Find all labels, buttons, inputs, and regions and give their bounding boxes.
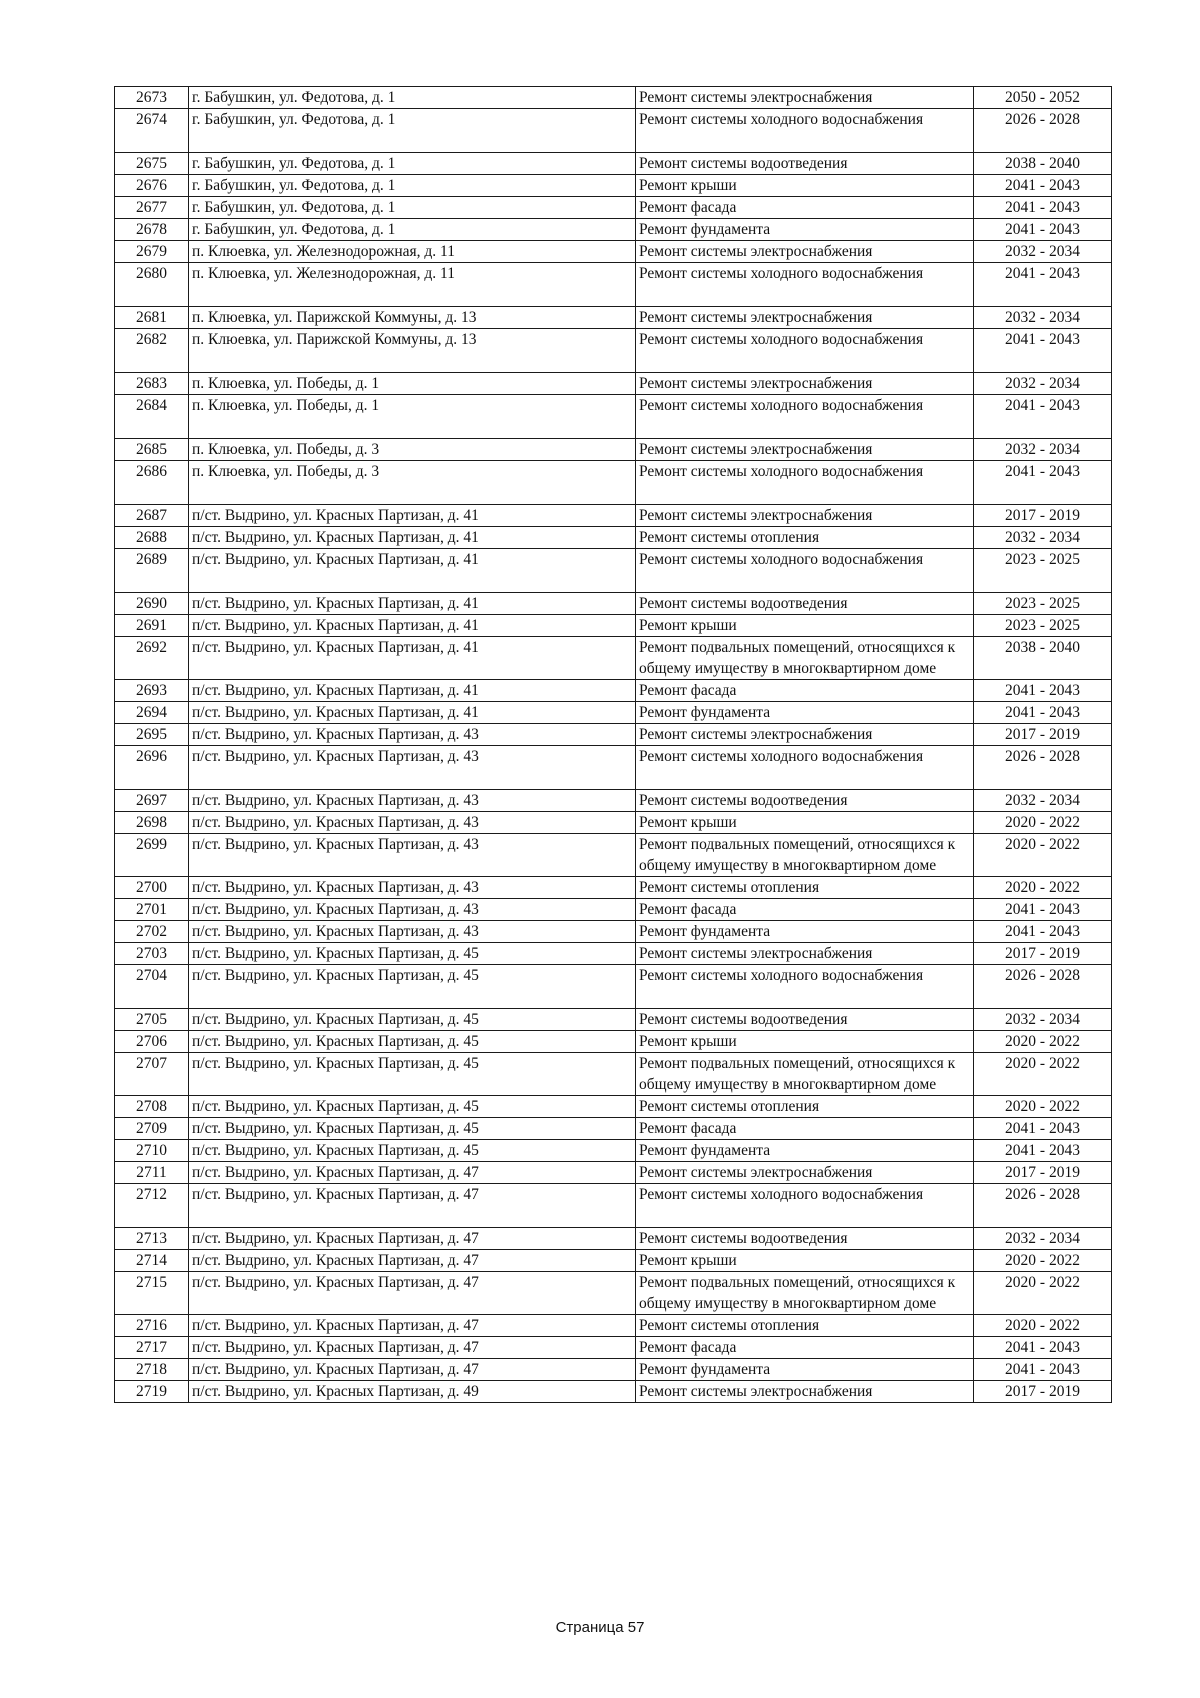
- address-cell: п/ст. Выдрино, ул. Красных Партизан, д. 47: [189, 1337, 636, 1359]
- row-number-cell: 2704: [115, 965, 189, 1009]
- address-cell: п/ст. Выдрино, ул. Красных Партизан, д. 41: [189, 549, 636, 593]
- work-type-cell: Ремонт системы холодного водоснабжения: [636, 461, 974, 505]
- row-number-cell: 2680: [115, 263, 189, 307]
- period-cell: 2032 - 2034: [974, 527, 1112, 549]
- row-number-cell: 2699: [115, 834, 189, 877]
- table-row: [115, 373, 1112, 395]
- address-cell: п/ст. Выдрино, ул. Красных Партизан, д. 41: [189, 593, 636, 615]
- period-cell: 2026 - 2028: [974, 1184, 1112, 1228]
- address-cell: п/ст. Выдрино, ул. Красных Партизан, д. 45: [189, 1140, 636, 1162]
- table-row: [115, 1337, 1112, 1359]
- row-number-cell: 2678: [115, 219, 189, 241]
- work-type-cell: Ремонт системы отопления: [636, 527, 974, 549]
- row-number-cell: 2716: [115, 1315, 189, 1337]
- row-number-cell: 2702: [115, 921, 189, 943]
- period-cell: 2017 - 2019: [974, 1381, 1112, 1403]
- table-row: [115, 1381, 1112, 1403]
- work-type-cell: Ремонт крыши: [636, 615, 974, 637]
- table-row: [115, 1250, 1112, 1272]
- period-cell: 2032 - 2034: [974, 439, 1112, 461]
- period-cell: 2041 - 2043: [974, 1337, 1112, 1359]
- work-type-cell: Ремонт подвальных помещений, относящихся к общему имуществу в многоквартирном доме: [636, 834, 974, 877]
- address-cell: п/ст. Выдрино, ул. Красных Партизан, д. 47: [189, 1184, 636, 1228]
- period-cell: 2041 - 2043: [974, 175, 1112, 197]
- work-type-cell: Ремонт системы холодного водоснабжения: [636, 1184, 974, 1228]
- table-row: [115, 790, 1112, 812]
- period-cell: 2041 - 2043: [974, 197, 1112, 219]
- work-type-cell: Ремонт системы водоотведения: [636, 790, 974, 812]
- row-number-cell: 2697: [115, 790, 189, 812]
- table-row: [115, 549, 1112, 593]
- work-type-cell: Ремонт системы холодного водоснабжения: [636, 263, 974, 307]
- row-number-cell: 2682: [115, 329, 189, 373]
- row-number-cell: 2706: [115, 1031, 189, 1053]
- work-type-cell: Ремонт системы водоотведения: [636, 1009, 974, 1031]
- period-cell: 2032 - 2034: [974, 307, 1112, 329]
- row-number-cell: 2688: [115, 527, 189, 549]
- table-row: [115, 1096, 1112, 1118]
- row-number-cell: 2707: [115, 1053, 189, 1096]
- address-cell: п/ст. Выдрино, ул. Красных Партизан, д. 47: [189, 1250, 636, 1272]
- page-footer: [0, 1619, 1200, 1636]
- work-type-cell: Ремонт фундамента: [636, 1140, 974, 1162]
- address-cell: п/ст. Выдрино, ул. Красных Партизан, д. 45: [189, 1096, 636, 1118]
- row-number-cell: 2692: [115, 637, 189, 680]
- period-cell: 2023 - 2025: [974, 549, 1112, 593]
- address-cell: п/ст. Выдрино, ул. Красных Партизан, д. 43: [189, 877, 636, 899]
- row-number-cell: 2694: [115, 702, 189, 724]
- address-cell: п. Клюевка, ул. Парижской Коммуны, д. 13: [189, 307, 636, 329]
- table-row: [115, 1031, 1112, 1053]
- period-cell: 2020 - 2022: [974, 1031, 1112, 1053]
- row-number-cell: 2715: [115, 1272, 189, 1315]
- work-type-cell: Ремонт системы водоотведения: [636, 153, 974, 175]
- address-cell: п/ст. Выдрино, ул. Красных Партизан, д. 43: [189, 812, 636, 834]
- work-type-cell: Ремонт системы электроснабжения: [636, 241, 974, 263]
- work-type-cell: Ремонт фундамента: [636, 1359, 974, 1381]
- period-cell: 2041 - 2043: [974, 921, 1112, 943]
- table-row: [115, 1140, 1112, 1162]
- table-row: [115, 1162, 1112, 1184]
- row-number-cell: 2710: [115, 1140, 189, 1162]
- work-type-cell: Ремонт фундамента: [636, 219, 974, 241]
- address-cell: п/ст. Выдрино, ул. Красных Партизан, д. 45: [189, 1031, 636, 1053]
- address-cell: п/ст. Выдрино, ул. Красных Партизан, д. 47: [189, 1162, 636, 1184]
- address-cell: п/ст. Выдрино, ул. Красных Партизан, д. 47: [189, 1228, 636, 1250]
- table-row: [115, 812, 1112, 834]
- period-cell: 2041 - 2043: [974, 395, 1112, 439]
- address-cell: п/ст. Выдрино, ул. Красных Партизан, д. 43: [189, 899, 636, 921]
- row-number-cell: 2684: [115, 395, 189, 439]
- work-type-cell: Ремонт системы отопления: [636, 877, 974, 899]
- period-cell: 2023 - 2025: [974, 615, 1112, 637]
- table-row: [115, 1184, 1112, 1228]
- table-row: [115, 921, 1112, 943]
- work-type-cell: Ремонт фасада: [636, 1337, 974, 1359]
- table-row: [115, 1118, 1112, 1140]
- table-row: [115, 965, 1112, 1009]
- work-type-cell: Ремонт системы холодного водоснабжения: [636, 329, 974, 373]
- work-type-cell: Ремонт системы холодного водоснабжения: [636, 746, 974, 790]
- row-number-cell: 2717: [115, 1337, 189, 1359]
- table-row: [115, 1272, 1112, 1315]
- row-number-cell: 2718: [115, 1359, 189, 1381]
- work-type-cell: Ремонт системы электроснабжения: [636, 1162, 974, 1184]
- address-cell: п/ст. Выдрино, ул. Красных Партизан, д. 43: [189, 790, 636, 812]
- period-cell: 2041 - 2043: [974, 1359, 1112, 1381]
- page-number-label: Страница 57: [555, 1619, 645, 1636]
- row-number-cell: 2685: [115, 439, 189, 461]
- table-row: [115, 1359, 1112, 1381]
- period-cell: 2041 - 2043: [974, 899, 1112, 921]
- work-type-cell: Ремонт крыши: [636, 175, 974, 197]
- work-type-cell: Ремонт системы электроснабжения: [636, 1381, 974, 1403]
- address-cell: п/ст. Выдрино, ул. Красных Партизан, д. 47: [189, 1315, 636, 1337]
- address-cell: п/ст. Выдрино, ул. Красных Партизан, д. 45: [189, 965, 636, 1009]
- period-cell: 2020 - 2022: [974, 834, 1112, 877]
- address-cell: п/ст. Выдрино, ул. Красных Партизан, д. 41: [189, 527, 636, 549]
- work-type-cell: Ремонт системы холодного водоснабжения: [636, 549, 974, 593]
- address-cell: г. Бабушкин, ул. Федотова, д. 1: [189, 153, 636, 175]
- period-cell: 2020 - 2022: [974, 877, 1112, 899]
- work-type-cell: Ремонт подвальных помещений, относящихся к общему имуществу в многоквартирном доме: [636, 1053, 974, 1096]
- period-cell: 2041 - 2043: [974, 461, 1112, 505]
- address-cell: п/ст. Выдрино, ул. Красных Партизан, д. 45: [189, 1118, 636, 1140]
- row-number-cell: 2674: [115, 109, 189, 153]
- address-cell: г. Бабушкин, ул. Федотова, д. 1: [189, 219, 636, 241]
- row-number-cell: 2676: [115, 175, 189, 197]
- address-cell: п/ст. Выдрино, ул. Красных Партизан, д. 47: [189, 1359, 636, 1381]
- period-cell: 2020 - 2022: [974, 1315, 1112, 1337]
- period-cell: 2041 - 2043: [974, 1140, 1112, 1162]
- period-cell: 2017 - 2019: [974, 943, 1112, 965]
- period-cell: 2032 - 2034: [974, 1009, 1112, 1031]
- work-type-cell: Ремонт системы электроснабжения: [636, 724, 974, 746]
- address-cell: п. Клюевка, ул. Парижской Коммуны, д. 13: [189, 329, 636, 373]
- address-cell: п/ст. Выдрино, ул. Красных Партизан, д. 43: [189, 921, 636, 943]
- table-row: [115, 593, 1112, 615]
- table-row: [115, 197, 1112, 219]
- row-number-cell: 2673: [115, 87, 189, 109]
- period-cell: 2041 - 2043: [974, 680, 1112, 702]
- work-type-cell: Ремонт крыши: [636, 812, 974, 834]
- row-number-cell: 2695: [115, 724, 189, 746]
- row-number-cell: 2698: [115, 812, 189, 834]
- table-row: [115, 307, 1112, 329]
- table-row: [115, 505, 1112, 527]
- address-cell: п/ст. Выдрино, ул. Красных Партизан, д. 45: [189, 943, 636, 965]
- row-number-cell: 2713: [115, 1228, 189, 1250]
- address-cell: п/ст. Выдрино, ул. Красных Партизан, д. 43: [189, 834, 636, 877]
- work-type-cell: Ремонт системы электроснабжения: [636, 87, 974, 109]
- address-cell: п. Клюевка, ул. Победы, д. 3: [189, 439, 636, 461]
- address-cell: п. Клюевка, ул. Победы, д. 3: [189, 461, 636, 505]
- work-type-cell: Ремонт крыши: [636, 1250, 974, 1272]
- address-cell: п/ст. Выдрино, ул. Красных Партизан, д. 43: [189, 746, 636, 790]
- table-row: [115, 746, 1112, 790]
- period-cell: 2020 - 2022: [974, 812, 1112, 834]
- work-type-cell: Ремонт системы отопления: [636, 1315, 974, 1337]
- work-type-cell: Ремонт фундамента: [636, 702, 974, 724]
- row-number-cell: 2687: [115, 505, 189, 527]
- table-row: [115, 395, 1112, 439]
- table-row: [115, 637, 1112, 680]
- address-cell: п. Клюевка, ул. Железнодорожная, д. 11: [189, 241, 636, 263]
- address-cell: п/ст. Выдрино, ул. Красных Партизан, д. 45: [189, 1053, 636, 1096]
- row-number-cell: 2708: [115, 1096, 189, 1118]
- address-cell: п/ст. Выдрино, ул. Красных Партизан, д. 41: [189, 702, 636, 724]
- table-row: [115, 527, 1112, 549]
- row-number-cell: 2677: [115, 197, 189, 219]
- period-cell: 2020 - 2022: [974, 1272, 1112, 1315]
- work-type-cell: Ремонт системы электроснабжения: [636, 943, 974, 965]
- period-cell: 2041 - 2043: [974, 219, 1112, 241]
- repair-schedule-table: [114, 86, 1112, 1403]
- table-row: [115, 241, 1112, 263]
- table-row: [115, 680, 1112, 702]
- period-cell: 2050 - 2052: [974, 87, 1112, 109]
- row-number-cell: 2681: [115, 307, 189, 329]
- table-row: [115, 702, 1112, 724]
- table-row: [115, 1009, 1112, 1031]
- table-row: [115, 329, 1112, 373]
- row-number-cell: 2693: [115, 680, 189, 702]
- address-cell: п/ст. Выдрино, ул. Красных Партизан, д. 41: [189, 615, 636, 637]
- work-type-cell: Ремонт системы электроснабжения: [636, 439, 974, 461]
- row-number-cell: 2683: [115, 373, 189, 395]
- work-type-cell: Ремонт фундамента: [636, 921, 974, 943]
- period-cell: 2041 - 2043: [974, 263, 1112, 307]
- row-number-cell: 2701: [115, 899, 189, 921]
- period-cell: 2038 - 2040: [974, 637, 1112, 680]
- address-cell: п. Клюевка, ул. Победы, д. 1: [189, 395, 636, 439]
- address-cell: г. Бабушкин, ул. Федотова, д. 1: [189, 197, 636, 219]
- period-cell: 2032 - 2034: [974, 790, 1112, 812]
- period-cell: 2041 - 2043: [974, 1118, 1112, 1140]
- work-type-cell: Ремонт системы электроснабжения: [636, 307, 974, 329]
- work-type-cell: Ремонт системы отопления: [636, 1096, 974, 1118]
- period-cell: 2032 - 2034: [974, 241, 1112, 263]
- period-cell: 2026 - 2028: [974, 109, 1112, 153]
- row-number-cell: 2690: [115, 593, 189, 615]
- work-type-cell: Ремонт фасада: [636, 197, 974, 219]
- row-number-cell: 2686: [115, 461, 189, 505]
- table-row: [115, 834, 1112, 877]
- table-row: [115, 219, 1112, 241]
- table-row: [115, 1053, 1112, 1096]
- row-number-cell: 2675: [115, 153, 189, 175]
- work-type-cell: Ремонт фасада: [636, 899, 974, 921]
- period-cell: 2041 - 2043: [974, 702, 1112, 724]
- row-number-cell: 2719: [115, 1381, 189, 1403]
- period-cell: 2017 - 2019: [974, 505, 1112, 527]
- address-cell: г. Бабушкин, ул. Федотова, д. 1: [189, 87, 636, 109]
- row-number-cell: 2703: [115, 943, 189, 965]
- address-cell: г. Бабушкин, ул. Федотова, д. 1: [189, 109, 636, 153]
- work-type-cell: Ремонт системы электроснабжения: [636, 505, 974, 527]
- period-cell: 2026 - 2028: [974, 746, 1112, 790]
- table-body: [115, 87, 1112, 1403]
- address-cell: г. Бабушкин, ул. Федотова, д. 1: [189, 175, 636, 197]
- address-cell: п/ст. Выдрино, ул. Красных Партизан, д. 41: [189, 505, 636, 527]
- period-cell: 2020 - 2022: [974, 1250, 1112, 1272]
- period-cell: 2026 - 2028: [974, 965, 1112, 1009]
- address-cell: п/ст. Выдрино, ул. Красных Партизан, д. 43: [189, 724, 636, 746]
- work-type-cell: Ремонт крыши: [636, 1031, 974, 1053]
- row-number-cell: 2714: [115, 1250, 189, 1272]
- address-cell: п/ст. Выдрино, ул. Красных Партизан, д. 47: [189, 1272, 636, 1315]
- row-number-cell: 2689: [115, 549, 189, 593]
- table-row: [115, 943, 1112, 965]
- address-cell: п/ст. Выдрино, ул. Красных Партизан, д. 41: [189, 637, 636, 680]
- period-cell: 2017 - 2019: [974, 724, 1112, 746]
- table-row: [115, 899, 1112, 921]
- address-cell: п/ст. Выдрино, ул. Красных Партизан, д. 41: [189, 680, 636, 702]
- work-type-cell: Ремонт системы холодного водоснабжения: [636, 965, 974, 1009]
- work-type-cell: Ремонт системы электроснабжения: [636, 373, 974, 395]
- work-type-cell: Ремонт системы холодного водоснабжения: [636, 395, 974, 439]
- period-cell: 2041 - 2043: [974, 329, 1112, 373]
- row-number-cell: 2691: [115, 615, 189, 637]
- table-row: [115, 1228, 1112, 1250]
- table-row: [115, 109, 1112, 153]
- table-row: [115, 1315, 1112, 1337]
- period-cell: 2017 - 2019: [974, 1162, 1112, 1184]
- table-row: [115, 724, 1112, 746]
- table-row: [115, 877, 1112, 899]
- table-row: [115, 461, 1112, 505]
- period-cell: 2032 - 2034: [974, 373, 1112, 395]
- address-cell: п/ст. Выдрино, ул. Красных Партизан, д. 45: [189, 1009, 636, 1031]
- table-row: [115, 175, 1112, 197]
- work-type-cell: Ремонт системы холодного водоснабжения: [636, 109, 974, 153]
- address-cell: п. Клюевка, ул. Победы, д. 1: [189, 373, 636, 395]
- period-cell: 2020 - 2022: [974, 1053, 1112, 1096]
- work-type-cell: Ремонт фасада: [636, 1118, 974, 1140]
- row-number-cell: 2712: [115, 1184, 189, 1228]
- row-number-cell: 2711: [115, 1162, 189, 1184]
- work-type-cell: Ремонт фасада: [636, 680, 974, 702]
- address-cell: п. Клюевка, ул. Железнодорожная, д. 11: [189, 263, 636, 307]
- table-row: [115, 615, 1112, 637]
- table-row: [115, 263, 1112, 307]
- work-type-cell: Ремонт подвальных помещений, относящихся к общему имуществу в многоквартирном доме: [636, 1272, 974, 1315]
- period-cell: 2038 - 2040: [974, 153, 1112, 175]
- address-cell: п/ст. Выдрино, ул. Красных Партизан, д. 49: [189, 1381, 636, 1403]
- work-type-cell: Ремонт системы водоотведения: [636, 593, 974, 615]
- row-number-cell: 2696: [115, 746, 189, 790]
- row-number-cell: 2679: [115, 241, 189, 263]
- row-number-cell: 2705: [115, 1009, 189, 1031]
- period-cell: 2020 - 2022: [974, 1096, 1112, 1118]
- row-number-cell: 2700: [115, 877, 189, 899]
- row-number-cell: 2709: [115, 1118, 189, 1140]
- period-cell: 2023 - 2025: [974, 593, 1112, 615]
- period-cell: 2032 - 2034: [974, 1228, 1112, 1250]
- work-type-cell: Ремонт системы водоотведения: [636, 1228, 974, 1250]
- table-row: [115, 87, 1112, 109]
- work-type-cell: Ремонт подвальных помещений, относящихся к общему имуществу в многоквартирном доме: [636, 637, 974, 680]
- table-row: [115, 439, 1112, 461]
- table-row: [115, 153, 1112, 175]
